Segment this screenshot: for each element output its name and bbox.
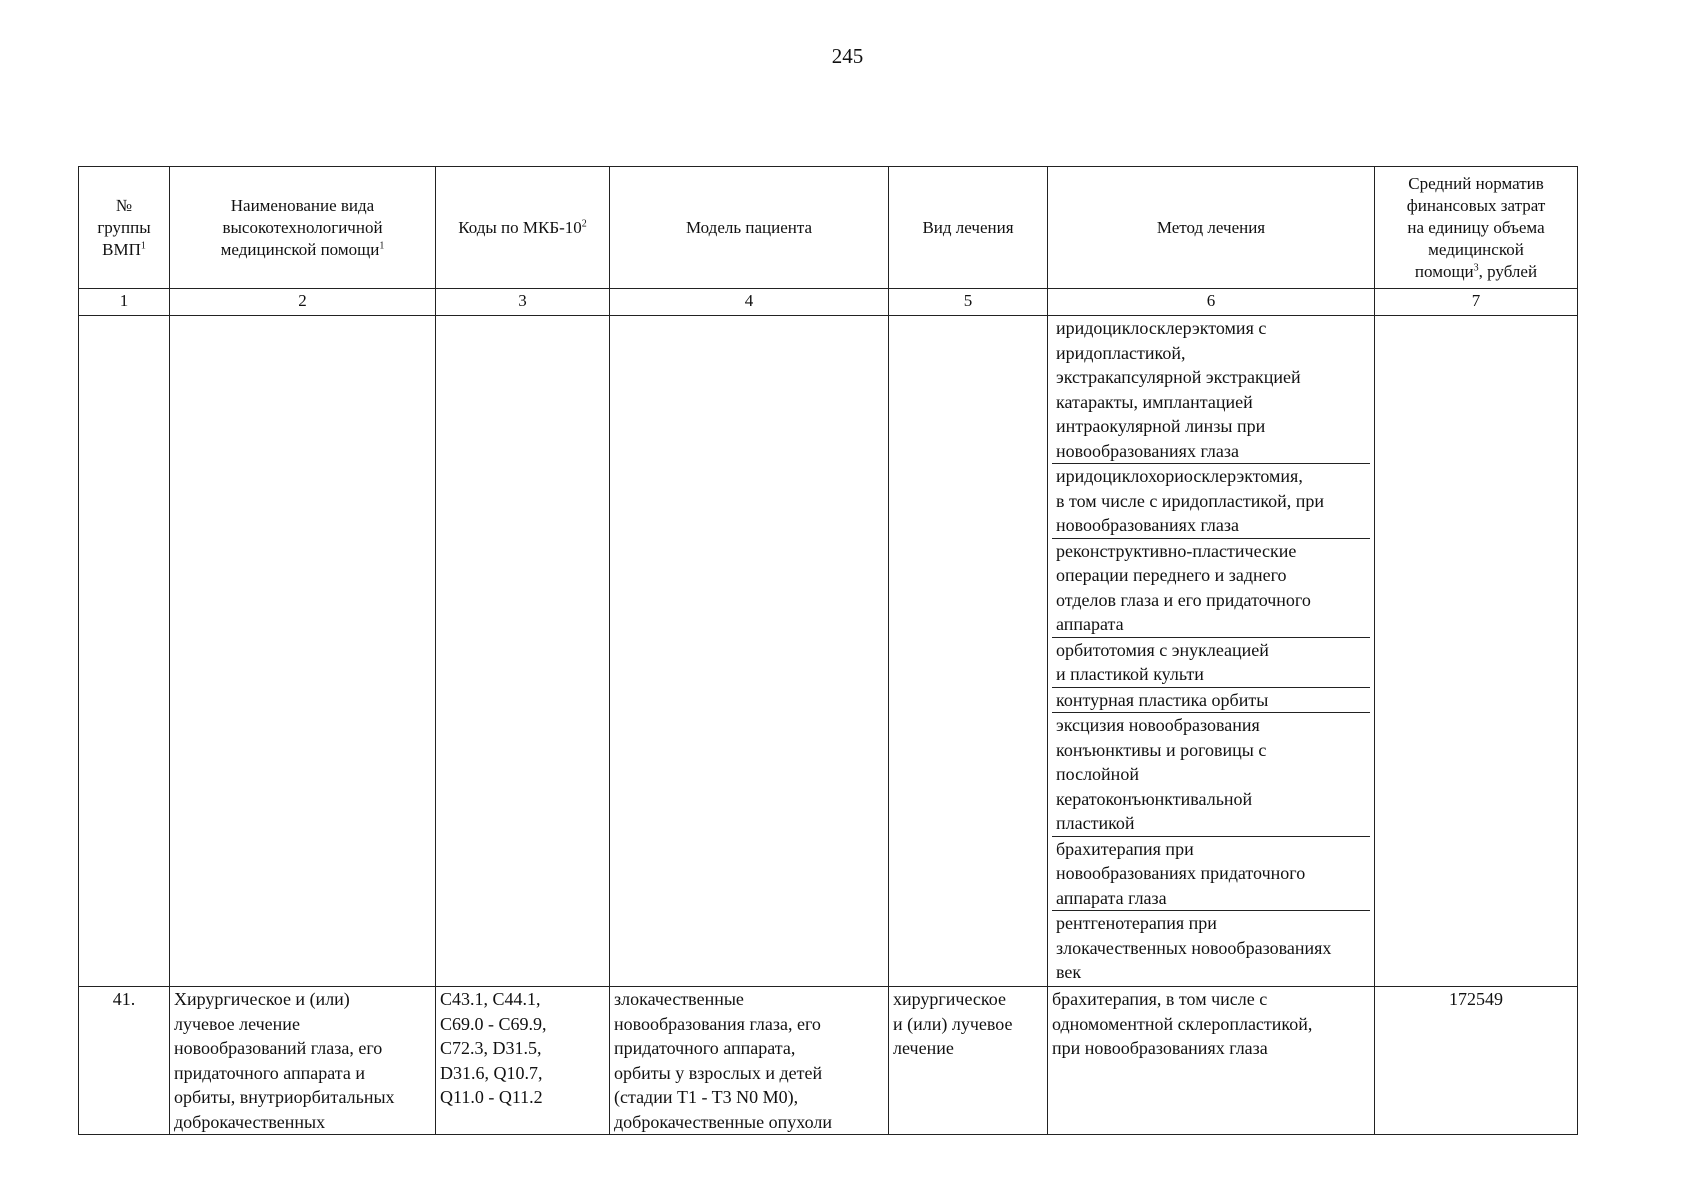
table-cell-empty: [436, 316, 610, 987]
table-cell-empty: [610, 316, 889, 987]
treatment-method-item: иридоциклохориосклерэктомия, в том числе с иридопластикой, при новообразованиях глаза: [1052, 464, 1370, 539]
header-care-type-name: Наименование вида высокотехнологичной медицинской помощи$^1$: [170, 167, 436, 289]
table-row: [79, 987, 1578, 1135]
treatment-method-item: брахитерапия при новообразованиях придаточного аппарата глаза: [1052, 837, 1370, 912]
header-cost-standard: Средний норматив финансовых затрат на единицу объема медицинской помощи$^3$, рублей: [1375, 167, 1578, 289]
header-group-number: № группы ВМП$^1$: [79, 167, 170, 289]
treatment-method-item: эксцизия новообразования конъюнктивы и роговицы с послойной кератоконъюнктивальной пластикой: [1052, 713, 1370, 837]
header-treatment-method: Метод лечения: [1048, 167, 1375, 289]
treatment-method-item: орбитотомия с энуклеацией и пластикой культи: [1052, 638, 1370, 688]
vmp-table: [78, 166, 1578, 1135]
column-number: 7: [1375, 289, 1578, 316]
cost-value: 172549: [1375, 987, 1578, 1135]
column-number: 2: [170, 289, 436, 316]
table-cell-empty: [170, 316, 436, 987]
treatment-method-item: рентгенотерапия при злокачественных новообразованиях век: [1056, 913, 1332, 982]
column-number-row: [79, 289, 1578, 316]
treatment-type: хирургическое и (или) лучевое лечение: [889, 987, 1048, 1135]
column-number: 4: [610, 289, 889, 316]
patient-model: злокачественные новообразования глаза, его придаточного аппарата, орбиты у взрослых и детей (стадии T1 - T3 N0 M0), доброкачественные опухоли: [610, 987, 889, 1135]
header-icd-codes: Коды по МКБ-$10^2$: [436, 167, 610, 289]
treatment-method-item: контурная пластика орбиты: [1052, 688, 1370, 714]
care-type-name: Хирургическое и (или) лучевое лечение новообразований глаза, его придаточного аппарата и орбиты, внутриорбитальных доброкачественных: [170, 987, 436, 1135]
treatment-methods-cell: [1048, 316, 1375, 987]
column-number: 6: [1048, 289, 1375, 316]
treatment-method-item: реконструктивно-пластические операции переднего и заднего отделов глаза и его придаточного аппарата: [1052, 539, 1370, 638]
treatment-method: брахитерапия, в том числе с одномоментной склеропластикой, при новообразованиях глаза: [1048, 987, 1375, 1135]
table-row: [79, 316, 1578, 987]
group-number: 41.: [79, 987, 170, 1135]
table-cell-empty: [889, 316, 1048, 987]
header-treatment-type: Вид лечения: [889, 167, 1048, 289]
column-number: 5: [889, 289, 1048, 316]
icd-codes: C43.1, C44.1, C69.0 - C69.9, C72.3, D31.5, D31.6, Q10.7, Q11.0 - Q11.2: [436, 987, 610, 1135]
column-number: 3: [436, 289, 610, 316]
table-header-row: [79, 167, 1578, 289]
table-cell-empty: [1375, 316, 1578, 987]
column-number: 1: [79, 289, 170, 316]
treatment-method-item: иридоциклосклерэктомия с иридопластикой, экстракапсулярной экстракцией катаракты, имплантацией интраокулярной линзы при новообразованиях глаза: [1052, 316, 1370, 464]
page-number: 245: [831, 44, 864, 68]
header-patient-model: Модель пациента: [610, 167, 889, 289]
table-cell-empty: [79, 316, 170, 987]
